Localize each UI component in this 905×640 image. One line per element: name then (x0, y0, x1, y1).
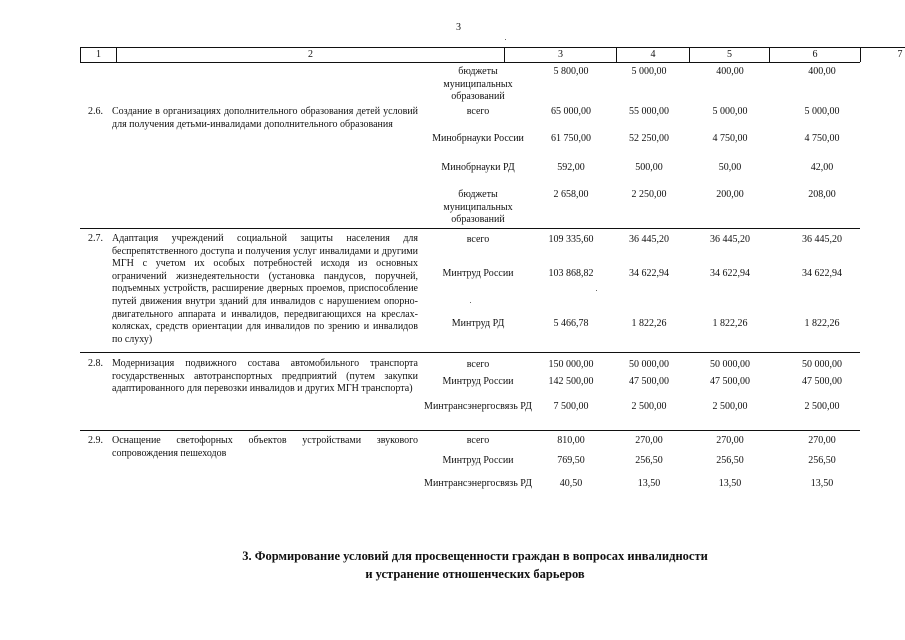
value-cell: 47 500,00 (802, 376, 842, 387)
value-cell: 5 800,00 (553, 66, 589, 77)
value-cell: 2 658,00 (553, 189, 589, 200)
value-cell: 500,00 (635, 162, 663, 173)
item-description: Оснащение светофорных объектов устройствами звукового сопровождения пешеходов (112, 435, 418, 459)
source-cell: Минтруд России (442, 455, 514, 466)
source-cell: бюджеты муниципальных образований (443, 189, 513, 225)
value-cell: 5 000,00 (712, 106, 748, 117)
value-cell: 208,00 (808, 189, 836, 200)
value-cell: 13,50 (718, 478, 742, 489)
row-separator (80, 352, 860, 353)
source-cell: всего (466, 106, 490, 117)
value-cell: 142 500,00 (548, 376, 594, 387)
value-cell: 36 445,20 (802, 234, 842, 245)
scan-speck (505, 39, 506, 40)
value-cell: 47 500,00 (710, 376, 750, 387)
value-cell: 61 750,00 (551, 133, 591, 144)
value-cell: 1 822,26 (631, 318, 667, 329)
value-cell: 40,50 (559, 478, 583, 489)
value-cell: 256,50 (716, 455, 744, 466)
value-cell: 47 500,00 (629, 376, 669, 387)
section-title-line-2: и устранение отношенческих барьеров (365, 567, 585, 581)
value-cell: 103 868,82 (548, 268, 594, 279)
value-cell: 52 250,00 (629, 133, 669, 144)
item-number: 2.6. (88, 106, 103, 117)
value-cell: 2 500,00 (804, 401, 840, 412)
source-cell: Минтруд России (442, 376, 514, 387)
value-cell: 4 750,00 (804, 133, 840, 144)
row-separator (80, 228, 860, 229)
value-cell: 50 000,00 (710, 359, 750, 370)
header-col-6: 6 (769, 48, 860, 62)
section-title-line-1: 3. Формирование условий для просвещенности граждан в вопросах инвалидности (242, 549, 708, 563)
item-number: 2.8. (88, 358, 103, 369)
section-title (150, 547, 800, 583)
source-cell: Минтрансэнергосвязь РД (424, 401, 532, 412)
value-cell: 36 445,20 (710, 234, 750, 245)
source-cell: всего (466, 234, 490, 245)
source-cell: всего (466, 435, 490, 446)
value-cell: 5 466,78 (553, 318, 589, 329)
value-cell: 200,00 (716, 189, 744, 200)
value-cell: 50,00 (718, 162, 742, 173)
value-cell: 4 750,00 (712, 133, 748, 144)
value-cell: 400,00 (808, 66, 836, 77)
table-header-row (80, 48, 903, 62)
value-cell: 2 500,00 (631, 401, 667, 412)
header-col-5: 5 (689, 48, 769, 62)
value-cell: 2 500,00 (712, 401, 748, 412)
value-cell: 592,00 (557, 162, 585, 173)
value-cell: 150 000,00 (548, 359, 594, 370)
source-cell: бюджеты муниципальных образований (443, 66, 513, 102)
header-col-1: 1 (80, 48, 116, 62)
value-cell: 270,00 (808, 435, 836, 446)
value-cell: 34 622,94 (802, 268, 842, 279)
item-description: Создание в организациях дополнительного образования детей условий для получения детьми-инвалидами дополнительного образования (112, 106, 418, 130)
scan-speck (596, 290, 597, 291)
source-cell: Минтруд РД (451, 318, 505, 329)
value-cell: 36 445,20 (629, 234, 669, 245)
table-header-bottom-border (80, 62, 860, 63)
source-cell: Минобрнауки России (432, 133, 524, 144)
value-cell: 256,50 (808, 455, 836, 466)
row-separator (80, 430, 860, 431)
value-cell: 7 500,00 (553, 401, 589, 412)
value-cell: 34 622,94 (710, 268, 750, 279)
value-cell: 2 250,00 (631, 189, 667, 200)
source-cell: Минтрансэнергосвязь РД (424, 478, 532, 489)
value-cell: 810,00 (557, 435, 585, 446)
value-cell: 1 822,26 (804, 318, 840, 329)
source-cell: Минобрнауки РД (441, 162, 515, 173)
value-cell: 34 622,94 (629, 268, 669, 279)
value-cell: 769,50 (557, 455, 585, 466)
value-cell: 55 000,00 (629, 106, 669, 117)
value-cell: 65 000,00 (551, 106, 591, 117)
value-cell: 50 000,00 (629, 359, 669, 370)
header-col-3: 3 (504, 48, 616, 62)
scan-speck (470, 302, 471, 303)
header-col-2: 2 (116, 48, 504, 62)
value-cell: 13,50 (810, 478, 834, 489)
value-cell: 42,00 (810, 162, 834, 173)
header-col-7: 7 (860, 48, 905, 62)
value-cell: 109 335,60 (548, 234, 594, 245)
value-cell: 270,00 (716, 435, 744, 446)
value-cell: 1 822,26 (712, 318, 748, 329)
value-cell: 5 000,00 (631, 66, 667, 77)
page-number: 3 (456, 22, 461, 33)
value-cell: 256,50 (635, 455, 663, 466)
header-col-4: 4 (616, 48, 689, 62)
source-cell: всего (466, 359, 490, 370)
value-cell: 400,00 (716, 66, 744, 77)
item-description: Модернизация подвижного состава автомобильного транспорта государственных автотранспортных предприятий (путем закупки адаптированного для перевозки инвалидов и других МГН транспорта) (112, 358, 418, 395)
item-description: Адаптация учреждений социальной защиты населения для беспрепятственного доступа и получения услуг инвалидами и другими МГН с учетом их особых потребностей исходя из основных ограничений жизнедеятельности (установка пандусов, поручней, подъемных устройств, расширение дверных проемов, приспособление путей движения внутри зданий для инвалидов с нарушением опорно-двигательного аппарата и инвалидов, передвигающихся на креслах-колясках, средств ориентации для инвалидов по зрению и инвалидов по слуху) (112, 233, 418, 345)
item-number: 2.7. (88, 233, 103, 244)
value-cell: 13,50 (637, 478, 661, 489)
value-cell: 5 000,00 (804, 106, 840, 117)
value-cell: 270,00 (635, 435, 663, 446)
item-number: 2.9. (88, 435, 103, 446)
source-cell: Минтруд России (442, 268, 514, 279)
value-cell: 50 000,00 (802, 359, 842, 370)
